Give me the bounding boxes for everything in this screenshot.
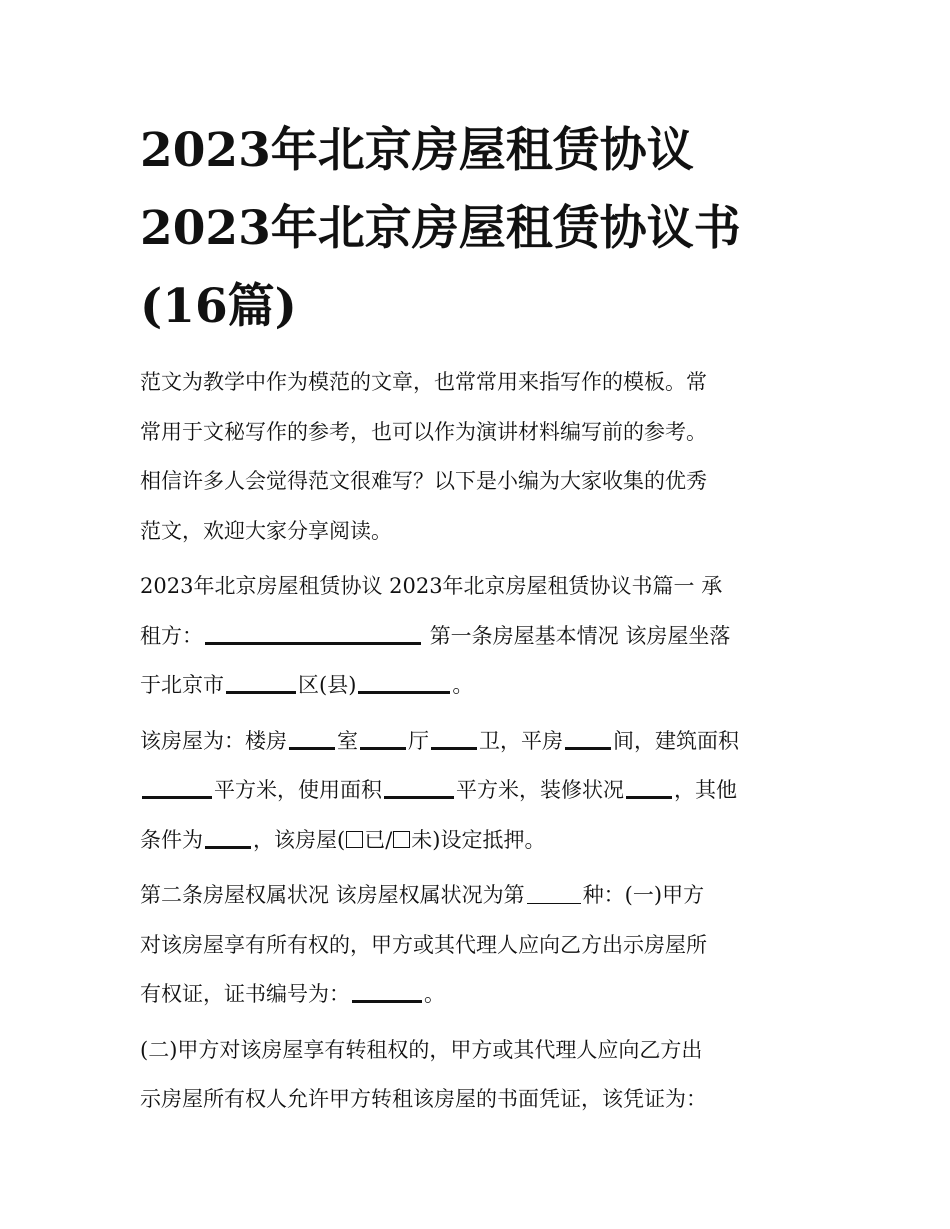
intro-paragraph: [140, 358, 820, 556]
para3-line-3: [140, 970, 820, 1020]
document-title: [140, 112, 840, 346]
paragraph-3: [140, 871, 820, 1020]
hall-label: 厅: [408, 728, 429, 753]
county-blank: [358, 672, 450, 694]
decoration-label: 平方米，装修状况: [456, 778, 624, 802]
area-label: 间，建筑面积: [613, 728, 739, 753]
bath-label: 卫，平房: [479, 728, 563, 753]
para4-line-2: 示房屋所有权人允许甲方转租该房屋的书面凭证，该凭证为：: [140, 1087, 707, 1111]
para1-line-3: [140, 661, 820, 711]
period: 。: [452, 673, 474, 697]
intro-line: 范文为教学中作为模范的文章，也常常用来指写作的模板。常: [140, 370, 707, 394]
not-mortgaged-option: 未)设定抵押。: [411, 827, 546, 852]
mortgage-label: ，该房屋(: [253, 827, 346, 852]
intro-line: 常用于文秘写作的参考，也可以作为演讲材料编写前的参考。: [140, 419, 707, 444]
usable-area-blank: [384, 777, 454, 799]
para2-line-3: [140, 816, 820, 866]
decoration-blank: [626, 777, 672, 799]
article-2-heading: 第二条房屋权属状况 该房屋权属状况为第: [140, 883, 525, 907]
bath-blank: [431, 728, 477, 750]
para2-line-1: [140, 717, 820, 767]
room-blank: [289, 728, 335, 750]
bungalow-blank: [565, 728, 611, 750]
title-line-2: 2023年北京房屋租赁协议书: [140, 201, 741, 256]
district-blank: [226, 672, 296, 694]
lessee-blank: [205, 623, 421, 645]
conditions-blank: [205, 827, 251, 849]
district-label: 区(县): [298, 673, 357, 697]
building-area-blank: [142, 777, 212, 799]
building-label: 该房屋为：楼房: [140, 728, 287, 753]
checkbox: [346, 831, 363, 848]
mortgaged-option: 已/: [364, 827, 393, 852]
paragraph-2: [140, 717, 820, 866]
paragraph-4: [140, 1026, 820, 1125]
para1-line-1: 2023年北京房屋租赁协议 2023年北京房屋租赁协议书篇一 承: [140, 574, 723, 598]
certificate-blank: [352, 981, 422, 1003]
certificate-label: 有权证，证书编号为：: [140, 982, 350, 1006]
lessee-label: 租方：: [140, 623, 203, 648]
paragraph-1: [140, 562, 820, 711]
para4-line-1: (二)甲方对该房屋享有转租权的，甲方或其代理人应向乙方出: [140, 1037, 703, 1062]
type-blank: [527, 884, 581, 904]
para3-line-2: 对该房屋享有所有权的，甲方或其代理人应向乙方出示房屋所: [140, 932, 707, 957]
intro-line: 相信许多人会觉得范文很难写？以下是小编为大家收集的优秀: [140, 469, 707, 493]
checkbox: [393, 831, 410, 848]
location-label: 于北京市: [140, 673, 224, 697]
document-body: [140, 358, 820, 1131]
intro-line: 范文，欢迎大家分享阅读。: [140, 518, 392, 543]
hall-blank: [360, 728, 406, 750]
conditions-label: 条件为: [140, 827, 203, 852]
title-line-3: (16篇): [140, 279, 297, 334]
period: 。: [424, 982, 445, 1006]
para3-line-1: [140, 871, 820, 921]
article-1-heading: 第一条房屋基本情况 该房屋坐落: [429, 623, 731, 648]
usable-area-label: 平方米，使用面积: [214, 778, 382, 802]
room-label: 室: [337, 728, 358, 753]
title-line-1: 2023年北京房屋租赁协议: [140, 123, 694, 178]
other-label: ，其他: [674, 778, 737, 802]
para2-line-2: [140, 766, 820, 816]
type-label: 种：(一)甲方: [582, 883, 705, 907]
para1-line-2: [140, 612, 820, 662]
